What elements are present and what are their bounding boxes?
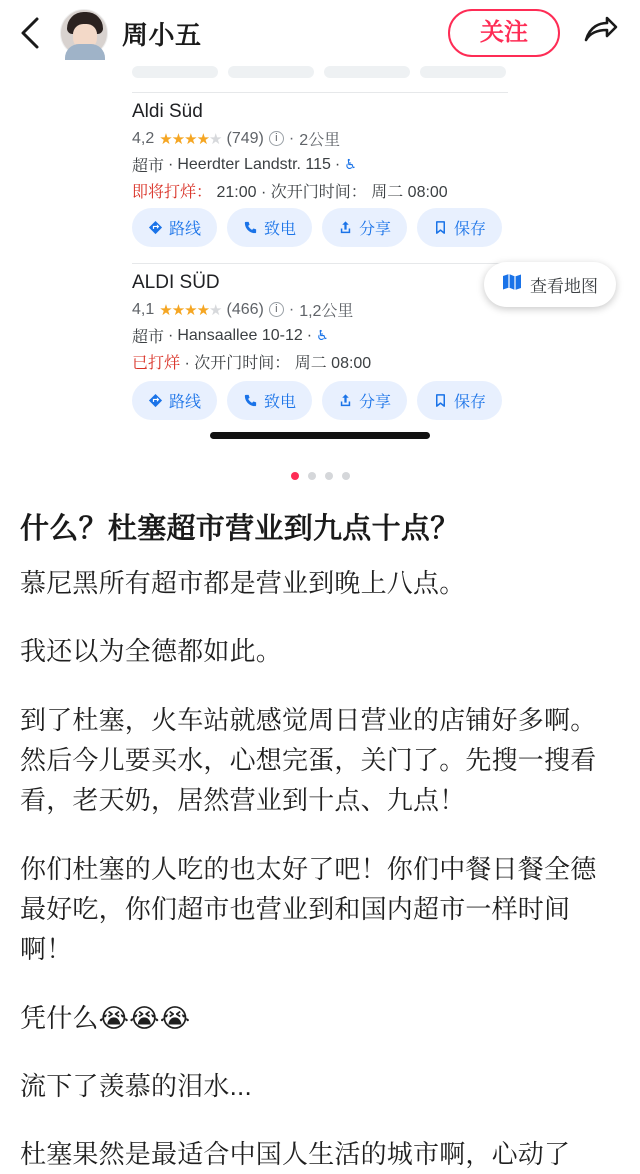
directions-label: 路线 bbox=[169, 394, 202, 411]
info-icon[interactable]: i bbox=[269, 302, 284, 317]
place-card[interactable] bbox=[14, 93, 626, 253]
wheelchair-icon: ♿ bbox=[344, 156, 357, 172]
directions-label: 路线 bbox=[169, 221, 202, 238]
open-status: 已打烊 bbox=[132, 355, 181, 372]
dot-separator: · bbox=[184, 355, 195, 372]
place-meta-row bbox=[132, 324, 626, 347]
place-category: 超市 bbox=[132, 329, 165, 346]
follow-button[interactable]: 关注 bbox=[448, 9, 560, 57]
map-icon bbox=[502, 273, 522, 296]
post-title: 什么？杜塞超市营业到九点十点？ bbox=[20, 513, 460, 545]
review-count: (749) bbox=[226, 129, 264, 147]
place-meta-row bbox=[132, 153, 626, 176]
bookmark-icon bbox=[433, 393, 448, 408]
next-open-time: 周二 08:00 bbox=[294, 355, 372, 372]
post-paragraph: 你们杜塞的人吃的也太好了吧！你们中餐日餐全德最好吃，你们超市也营业到和国内超市一样时间啊！ bbox=[20, 853, 597, 965]
share-place-label: 分享 bbox=[359, 221, 392, 238]
post-paragraph: 慕尼黑所有超市都是营业到晚上八点。 bbox=[20, 568, 466, 599]
dot-separator: · bbox=[168, 326, 174, 344]
home-indicator bbox=[210, 432, 430, 439]
view-map-label: 查看地图 bbox=[530, 277, 598, 296]
dot-separator: · bbox=[288, 129, 295, 147]
post-paragraph: 流下了羡慕的泪水... bbox=[20, 1070, 252, 1101]
dot-separator: · bbox=[306, 326, 313, 344]
partial-card-above bbox=[14, 66, 626, 82]
post-content bbox=[0, 494, 640, 1174]
save-button[interactable] bbox=[417, 208, 502, 247]
map-cards-container bbox=[14, 66, 626, 426]
ghost-chip bbox=[228, 66, 314, 78]
directions-icon bbox=[148, 393, 163, 408]
chevron-left-icon bbox=[19, 16, 41, 50]
call-button[interactable] bbox=[227, 208, 312, 247]
open-status: 即将打烊： bbox=[132, 184, 213, 201]
dot-separator: · bbox=[334, 155, 341, 173]
save-button[interactable] bbox=[417, 381, 502, 420]
dot-separator: · bbox=[288, 300, 295, 318]
phone-icon bbox=[243, 220, 258, 235]
share-place-button[interactable] bbox=[322, 381, 407, 420]
call-label: 致电 bbox=[264, 394, 297, 411]
share-icon bbox=[338, 393, 353, 408]
wheelchair-icon: ♿ bbox=[316, 327, 329, 343]
close-time: 21:00 bbox=[216, 184, 257, 201]
hours-row bbox=[132, 350, 626, 373]
ghost-chip bbox=[132, 66, 218, 78]
pagination-dot[interactable] bbox=[325, 472, 333, 480]
avatar-body bbox=[65, 44, 105, 60]
distance-label: 2公里 bbox=[299, 132, 341, 149]
place-actions bbox=[132, 381, 626, 420]
username-label: 周小五 bbox=[122, 19, 202, 50]
star-rating-icon: ★★★★★ bbox=[159, 130, 222, 148]
share-button[interactable] bbox=[578, 10, 624, 56]
place-category: 超市 bbox=[132, 158, 165, 175]
pagination-dot[interactable] bbox=[291, 472, 299, 480]
share-place-button[interactable] bbox=[322, 208, 407, 247]
post-paragraph: 凭什么😭😭😭 bbox=[20, 1002, 191, 1033]
info-icon[interactable]: i bbox=[269, 131, 284, 146]
dot-separator: · bbox=[260, 184, 271, 201]
embedded-bottom-clip bbox=[0, 426, 640, 466]
hours-row bbox=[132, 179, 626, 202]
ghost-chip bbox=[420, 66, 506, 78]
place-name: Aldi Süd bbox=[132, 101, 203, 122]
place-address: Hansaallee 10-12 bbox=[177, 326, 303, 344]
share-place-label: 分享 bbox=[359, 394, 392, 411]
phone-icon bbox=[243, 393, 258, 408]
top-navigation-bar bbox=[0, 0, 640, 66]
next-open-label: 次开门时间： bbox=[194, 355, 291, 372]
star-rating-icon: ★★★★★ bbox=[159, 301, 222, 319]
rating-value: 4,1 bbox=[132, 300, 155, 318]
place-address: Heerdter Landstr. 115 bbox=[177, 155, 331, 173]
share-icon bbox=[338, 220, 353, 235]
ghost-chip bbox=[324, 66, 410, 78]
directions-icon bbox=[148, 220, 163, 235]
directions-button[interactable] bbox=[132, 381, 217, 420]
avatar[interactable] bbox=[60, 9, 108, 57]
next-open-label: 次开门时间： bbox=[270, 184, 367, 201]
review-count: (466) bbox=[226, 300, 264, 318]
bookmark-icon bbox=[433, 220, 448, 235]
dot-separator: · bbox=[168, 155, 174, 173]
view-map-button[interactable] bbox=[484, 262, 616, 307]
rating-row bbox=[132, 127, 626, 150]
pagination-dot[interactable] bbox=[342, 472, 350, 480]
call-label: 致电 bbox=[264, 221, 297, 238]
post-paragraph: 到了杜塞，火车站就感觉周日营业的店铺好多啊。然后今儿要买水，心想完蛋，关门了。先搜一搜看看，老天奶，居然营业到十点、九点！ bbox=[20, 704, 597, 816]
rating-value: 4,2 bbox=[132, 129, 155, 147]
place-actions bbox=[132, 208, 626, 247]
call-button[interactable] bbox=[227, 381, 312, 420]
save-label: 保存 bbox=[454, 221, 487, 238]
carousel-pagination[interactable] bbox=[0, 466, 640, 480]
post-paragraph: 杜塞果然是最适合中国人生活的城市啊，心动了 bbox=[20, 1139, 571, 1170]
distance-label: 1,2公里 bbox=[299, 303, 354, 320]
back-button[interactable] bbox=[10, 11, 50, 55]
pagination-dot[interactable] bbox=[308, 472, 316, 480]
directions-button[interactable] bbox=[132, 208, 217, 247]
post-paragraph: 我还以为全德都如此。 bbox=[20, 636, 283, 667]
share-arrow-icon bbox=[584, 16, 618, 51]
embedded-screenshot[interactable] bbox=[0, 66, 640, 494]
save-label: 保存 bbox=[454, 394, 487, 411]
next-open-time: 周二 08:00 bbox=[371, 184, 448, 201]
place-name: ALDI SÜD bbox=[132, 272, 220, 293]
